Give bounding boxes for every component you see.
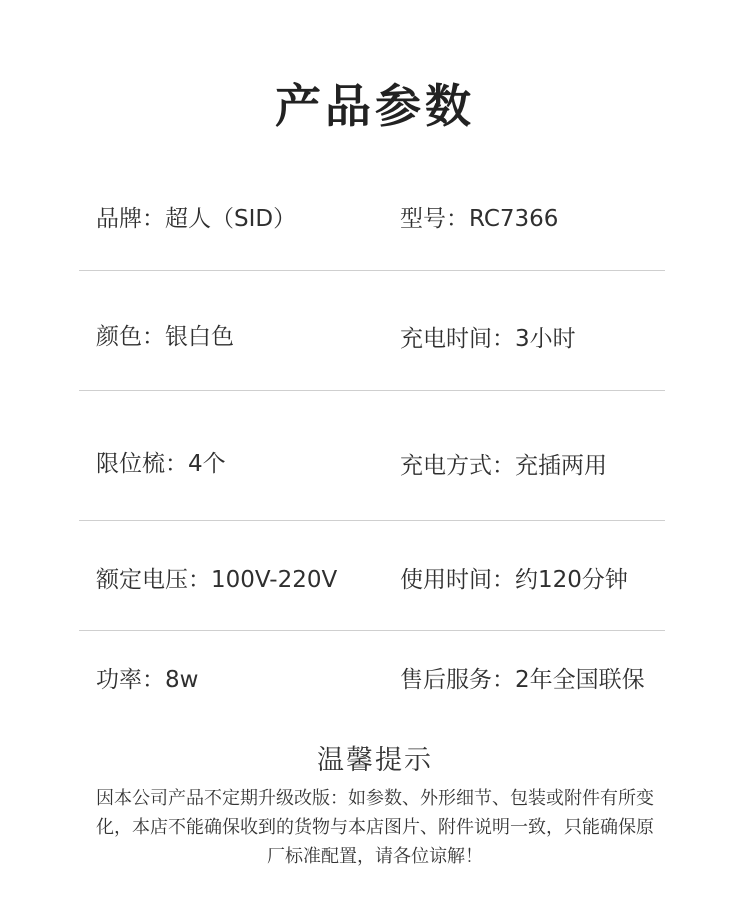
- notice-line: 化，本店不能确保收到的货物与本店图片、附件说明一致，只能确保原: [96, 817, 654, 838]
- spec-rated-voltage: 额定电压：100V-220V: [96, 567, 338, 593]
- spec-guide-combs: 限位梳：4个: [96, 451, 226, 477]
- notice-title: 温馨提示: [317, 745, 433, 776]
- divider: [79, 270, 665, 271]
- spec-charge-time: 充电时间：3小时: [400, 326, 576, 352]
- notice-line: 因本公司产品不定期升级改版：如参数、外形细节、包装或附件有所变: [96, 788, 654, 809]
- spec-model: 型号：RC7366: [400, 206, 559, 232]
- spec-brand: 品牌：超人（SID）: [96, 206, 297, 232]
- spec-charge-mode: 充电方式：充插两用: [400, 453, 607, 479]
- divider: [79, 630, 665, 631]
- notice-line: 厂标准配置，请各位谅解！: [267, 846, 483, 867]
- divider: [79, 390, 665, 391]
- spec-power: 功率：8w: [96, 667, 199, 693]
- divider: [79, 520, 665, 521]
- spec-after-sales: 售后服务：2年全国联保: [400, 667, 645, 693]
- page-title: 产品参数: [275, 79, 475, 133]
- spec-usage-time: 使用时间：约120分钟: [400, 567, 628, 593]
- spec-color: 颜色：银白色: [96, 324, 234, 350]
